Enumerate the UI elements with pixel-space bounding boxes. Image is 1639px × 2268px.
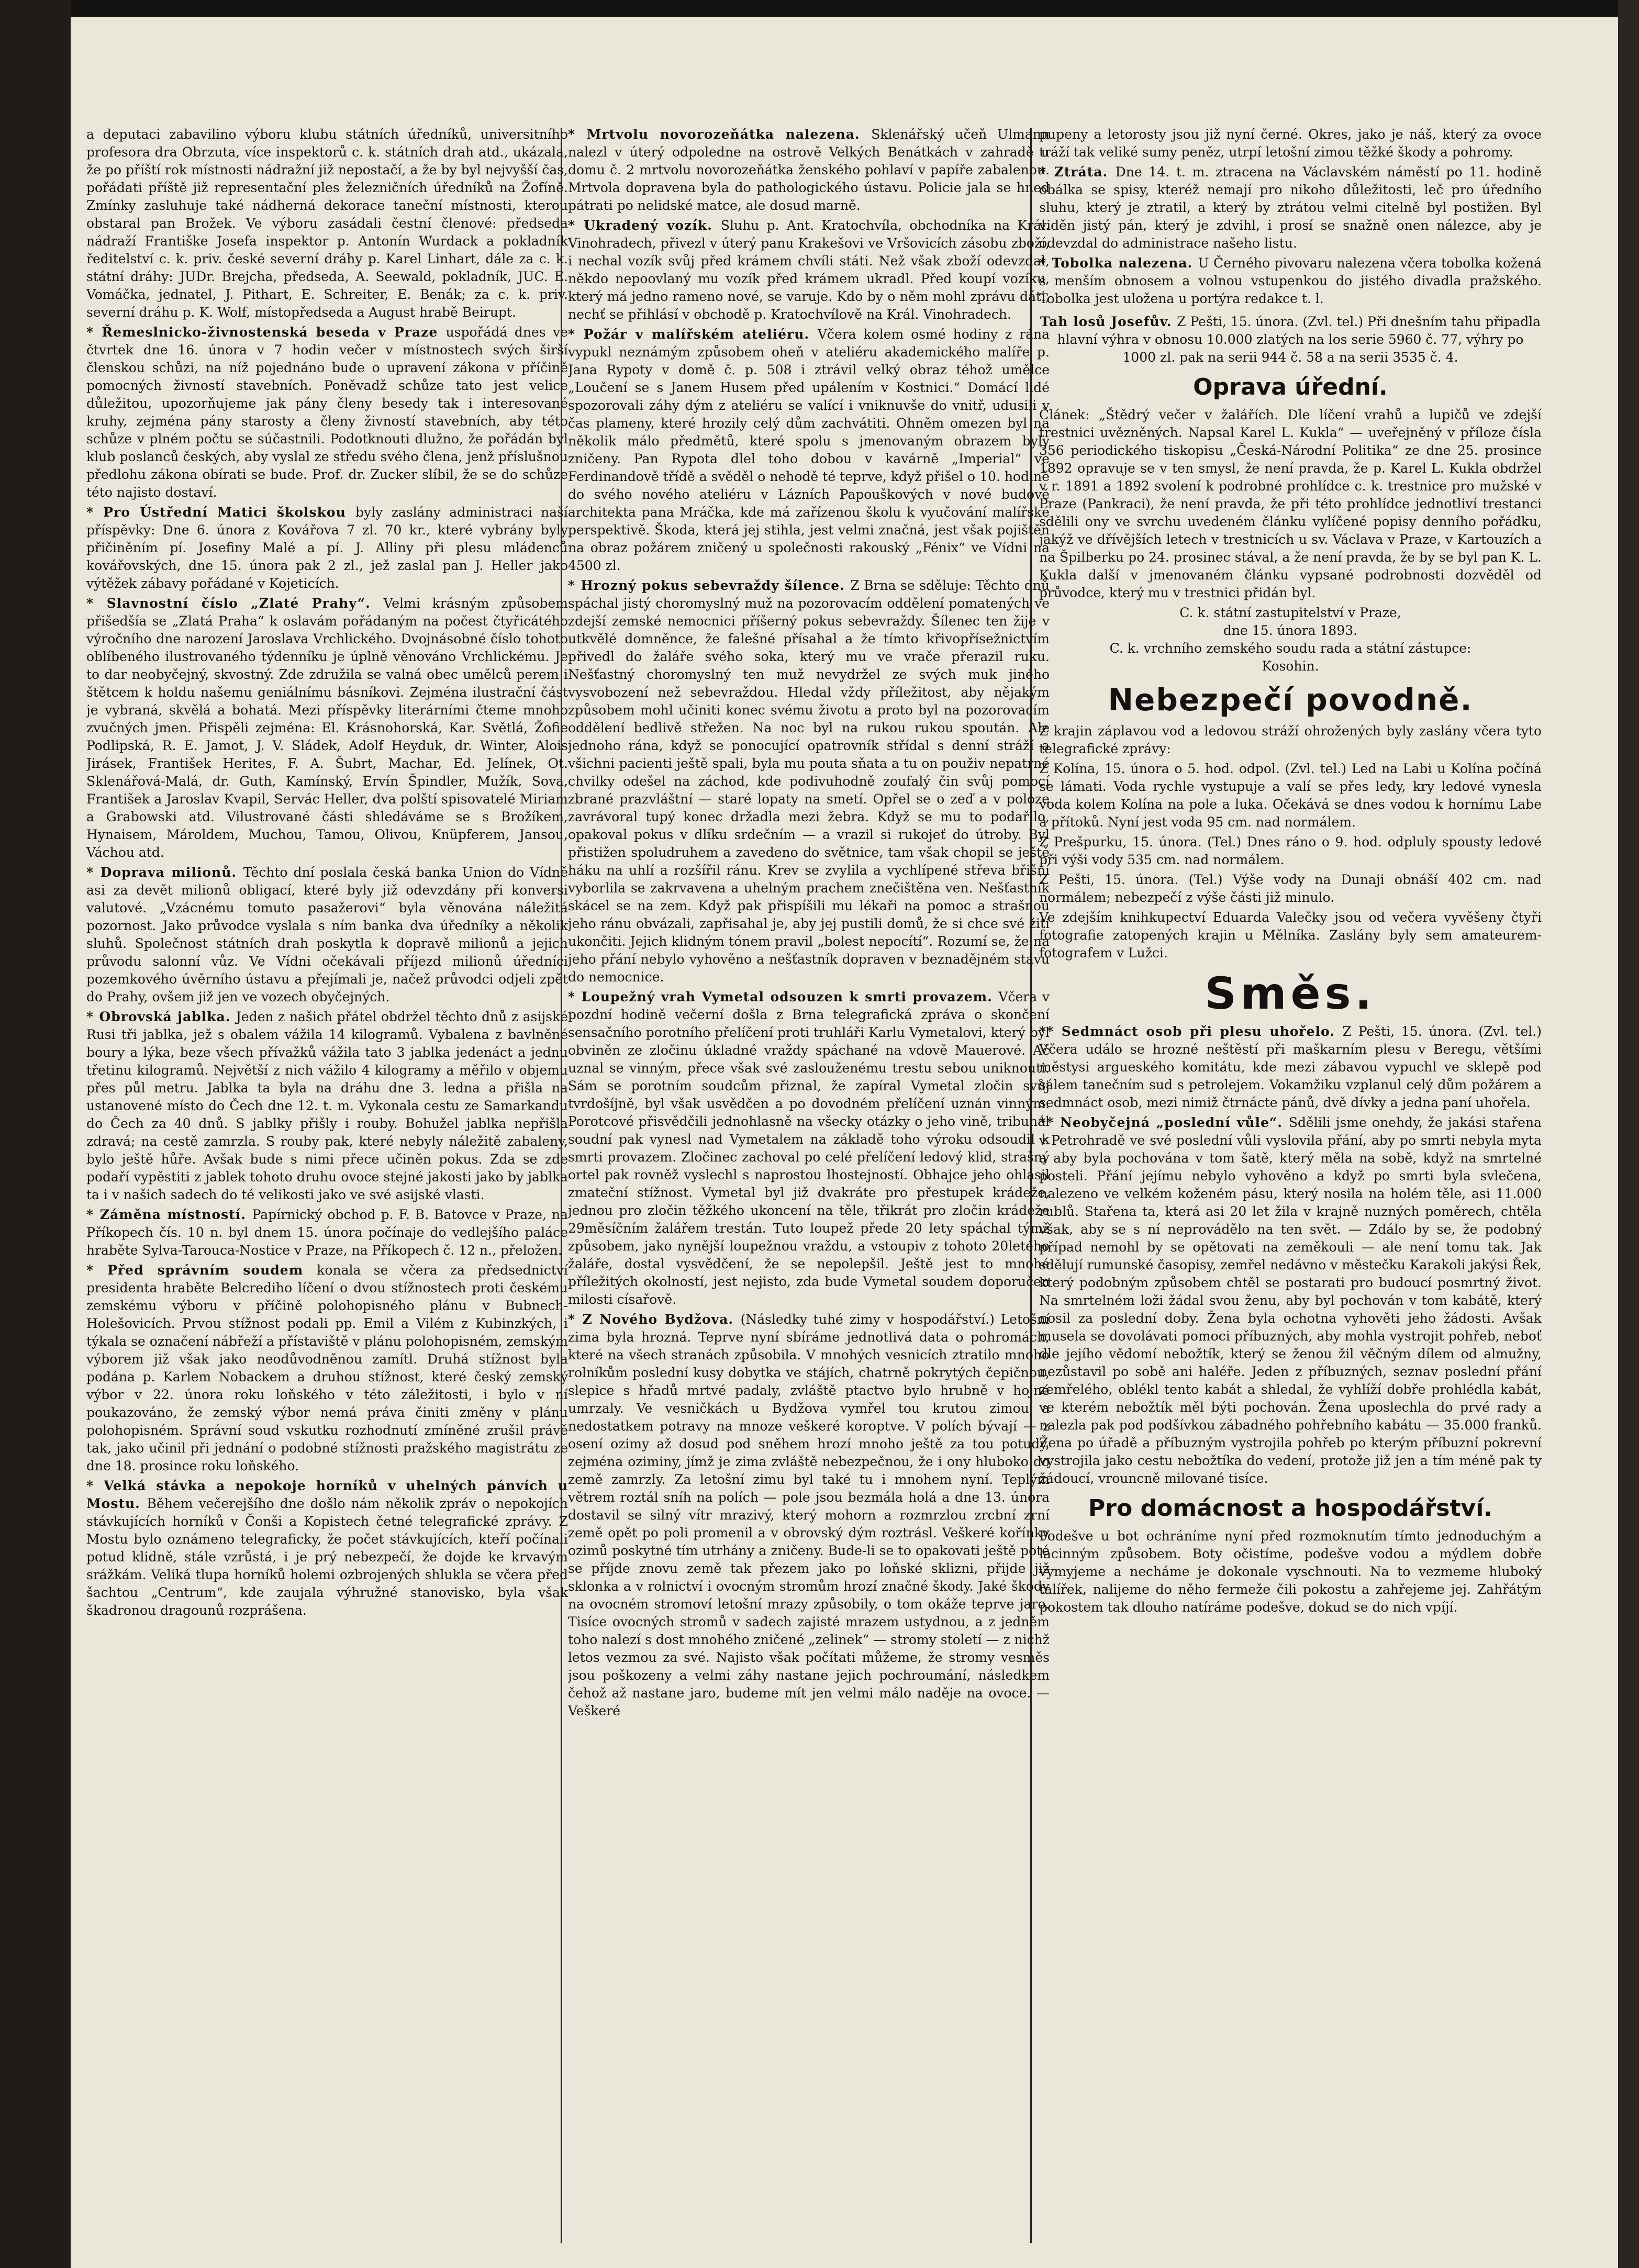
article-headline: * Mrtvolu novorozeňátka nalezena. bbox=[568, 127, 872, 142]
article-headline: * Před správním soudem bbox=[86, 1263, 317, 1278]
article-headline: * Řemeslnicko-živnostenská beseda v Praze bbox=[86, 325, 446, 340]
article-body: Sdělili jsme onehdy, že jakási stařena v Petrohradě ve své poslední vůli vyslovila přání, aby po smrti nebyla myta a aby byla pochována v tom šatě, který měla na sobě, když na smrtelné posteli. Přání jejímu nebylo vyhověno a když po smrti byla svlečena, nalezeno ve velkém koženém pásu, který nosila na holém těle, asi 11.000 rublů. Stařena ta, která asi 20 let žila v krajně nuzných poměrech, chtěla však, aby se s ní neprovádělo na ten svět. — Zdálo by se, že podobný případ nemohl by se opětovati na zeměkouli — ale není tomu tak. Jak sdělují rumunské časopisy, zemřel nedávno v městečku Karakoli jakýsi Řek, který podobným způsobem chtěl se postarati pro budoucí posmrtný život. Na smrtelném loži žádal svou ženu, aby byl pochován v tom kabátě, který nosil za poslední doby. Žena byla ochotna vyhověti jeho žádosti. Avšak musela se dovolávati pomoci příbuzných, aby mohla vystrojit pohřeb, neboť dle jejího vědomí nebožtík, který se ženou žil věčným dílem od almužny, nezůstavil po sobě ani haléře. Jeden z příbuzných, seznav poslední přání zemřelého, oblékl tento kabát a shledal, že vyhlíží dobře prohlédla kabát, ve kterém nebožtík měl býti pochován. Žena uposlechla do prvé rady a nalezla pak pod podšívkou zábadného pohřebního kabátu — 35.000 franků. Žena po úřadě a příbuzným vystrojila pohřeb po kterým příbuzní pokrevní vystrojila jako cestu nebožtíka do vedení, protože již jen a tím méně pak ty žádoucí, vrouncně milované tisíce. bbox=[1039, 1115, 1542, 1486]
article-paragraph bbox=[1039, 833, 1542, 869]
article-body: Z Prešpurku, 15. února. (Tel.) Dnes ráno o 9. hod. odpluly spousty ledové při výši vody 535 cm. nad normálem. bbox=[1039, 834, 1542, 867]
article-paragraph bbox=[1039, 1527, 1542, 1616]
article-paragraph bbox=[1039, 1114, 1542, 1488]
scan-top-edge bbox=[0, 0, 1639, 17]
article-headline: * Slavnostní číslo „Zlaté Prahy“. bbox=[86, 596, 384, 611]
article-body: Podešve u bot ochráníme nyní před rozmoknutím tímto jednoduchým a lacinným způsobem. Boty očistíme, podešve vodou a mýdlem dobře vymyjeme a necháme je dokonale vyschnouti. Na to vezmeme hluboký talířek, nalijeme do něho fermeže čili pokostu a zahřejeme jej. Zahřátým pokostem tak dlouho natíráme podešve, dokud se do nich vpíjí. bbox=[1039, 1528, 1542, 1615]
column-2 bbox=[568, 126, 1050, 2251]
article-body: a deputaci zabavilino výboru klubu státních úředníků, universitního profesora dra Obrzuta, více inspektorů c. k. státních drah atd., ukázala, že po příští rok místnosti nádražní již nepostačí, a že by byl nejvyšší čas, pořádati příště již representační ples železničních úředníků na Žofíně. Zmínky zasluhuje také nádherná dekorace taneční místnosti, kterou obstaral pan Brožek. Ve výboru zasádali čestní členové: předseda nádraží Františke Josefa inspektor p. Antonín Wurdack a pokladník ředitelství c. k. priv. české severní dráhy p. Karel Linhart, dále za c. k. státní dráhy: JUDr. Brejcha, předseda, A. Seewald, pokladník, JUC. E. Vomáčka, jednatel, J. Pithart, E. Schreiter, E. Benák; za c. k. priv. severní dráhu p. K. Wolf, místopředseda a August hrabě Beirupt. bbox=[86, 127, 568, 320]
article-body: Z krajin záplavou vod a ledovou stráží ohrožených byly zaslány včera tyto telegrafické zprávy: bbox=[1039, 723, 1542, 756]
article-body: Těchto dní poslala česká banka Union do Vídně asi za devět milionů obligací, které byly již odevzdány při konversi valutové. „Vzácnému tomuto pasažerovi“ byla věnována náležitá pozornost. Jako průvodce vyslala s ním banka dva úředníky a několik sluhů. Společnost státních drah poskytla k dopravě milionů a jejich průvodu salonní vůz. Ve Vídni očekávali příjezd milionů úředníci pozemkového úvěrního ústavu a přejímali je, načež průvodci odjeli zpět do Prahy, ovšem již jen ve vozech obyčejných. bbox=[86, 865, 568, 1004]
article-body: pupeny a letorosty jsou již nyní černé. Okres, jako je náš, který za ovoce tráží tak veliké sumy peněz, utrpí letošní zimou těžké škody a pohromy. bbox=[1039, 127, 1542, 160]
article-headline: * Loupežný vrah Vymetal odsouzen k smrti provazem. bbox=[568, 989, 999, 1004]
article-body: Z Pešti, 15. února. (Zvl. tel.) Při dnešním tahu připadla hlavní výhra v obnosu 10.000 zlatých na los serie 5960 č. 77, výhry po 1000 zl. pak na serii 944 č. 58 a na serii 3535 č. 4. bbox=[1057, 314, 1541, 365]
article-paragraph bbox=[568, 1311, 1050, 1720]
article-paragraph bbox=[86, 126, 568, 321]
article-body: uspořádá dnes ve čtvrtek dne 16. února v 7 hodin večer v místnostech svých širší členskou schůzi, na níž pojednáno bude o upravení zákona v příčině pomocných živností stavebních. Poněvadž schůze tato jest velice důležitou, upozorňujeme jak pány členy besedy tak i interesované kruhy, zejména pány starosty a členy živností stavebních, aby této schůze v plném počtu se súčastnili. Podotknouti dlužno, že pořádán byl klub poslanců českých, aby vyslal ze středu svého člena, jenž příslušnou předlohu zákona obírati se bude. Prof. dr. Zucker slíbil, že se do schůze této najisto dostaví. bbox=[86, 325, 568, 500]
article-headline: * Tobolka nalezena. bbox=[1039, 255, 1198, 271]
article-paragraph bbox=[86, 595, 568, 862]
article-paragraph bbox=[86, 1008, 568, 1204]
signature-line: dne 15. února 1893. bbox=[1223, 623, 1358, 638]
article-paragraph bbox=[1039, 760, 1542, 831]
article-paragraph bbox=[86, 504, 568, 593]
article-body: Jeden z našich přátel obdržel těchto dnů z asijské Rusi tři jablka, jež s obalem vážila 14 kilogramů. Vybalena z bavlněné boury a lýka, beze všech přívažků vážila tato 3 jablka jedenáct a jednu třetinu kilogramů. Největší z nich vážilo 4 kilogramy a měřilo v objemu přes půl metru. Jablka ta byla na dráhu dne 3. ledna a přišla na ustanovené místo do Čech dne 12. t. m. Vykonala cestu ze Samarkandu do Čech za 40 dnů. S jablky přišly i rouby. Bohužel jablka nepřišla zdravá; na cestě zamrzla. S rouby pak, které nebyly náležitě zabaleny, bylo ještě hůře. Avšak bude s nimi přece učiněn pokus. Zda se zde podaří vypěstiti z jablek tohoto druhu ovoce stejné jakosti jako by jablka ta i v našich sadech do té velikosti jako ve své asijské vlasti. bbox=[86, 1009, 568, 1202]
article-paragraph bbox=[1039, 909, 1542, 962]
article-headline: * Doprava milionů. bbox=[86, 865, 243, 880]
article-body: konala se včera za předsednictví presidenta hraběte Belcrediho líčení o dvou stížnostech proti českému zemskému výboru v příčině polohopisného plánu v Bubnech-Holešovicích. Prvou stížnost podali pp. Emil a Vilém z Kubinzkých, i týkala se označení nábřeží a přístaviště v plánu polohopisném, zemským výborem již však jako neodůvodněnou zamítl. Druhá stížnost byla podána p. Karlem Nobackem a druhou stížnost, které český zemský výbor v 22. února roku loňského v této záležitosti, i bylo v ní poukazováno, že zemský výbor nemá práva činiti změny v plánu polohopisném. Správní soud vskutku rozhodnutí zmíněné zrušil právě tak, jako učinil při jednání o podobné stížnosti pražského magistrátu ze dne 18. prosince roku loňského. bbox=[86, 1263, 568, 1473]
section-heading-nebez: Nebezpečí povodně. bbox=[1108, 682, 1473, 718]
article-headline: * Požár v malířském ateliéru. bbox=[568, 327, 818, 342]
scan-binding-shadow bbox=[0, 0, 71, 2268]
article-body: Z Brna se sděluje: Těchto dnů spáchal jistý choromyslný muž na pozorovacím oddělení pomatených ve zdejší zemské nemocnici příšerný pokus sebevraždy. Šílenec ten žije v utkvělé domněnce, že falešné přísahal a že tímto křivopřísežnictvím přivedl do žaláře svého soka, který mu ve vrače přerazil ruku. Nešťastný choromyslný ten muž nevydržel ze svých muk jiného vysvobození než sebevraždou. Hledal vždy příležitost, aby nějakým způsobem mohl učiniti konec svému životu a proto byl na pozorovacím oddělení bedlivě střežen. Na noc byl na rukou rukou spoután. Ale jednoho rána, když se ponocující opatrovník střídal s denní stráží a všichni pacienti ještě spali, byla mu pouta sňata a tu on použiv nepatrné chvilky odešel na záchod, kde podivuhodně zoufalý čin svůj pomocí zbrané prazvláštní — staré lopaty na smetí. Opřel se o zeď a v poloze zavrávoral tupý konec držadla mezi žebra. Když se mu to podařilo, opakoval pokus v dlíku srdečním — a vrazil si rukojeť do útroby. Byl přistižen spoludruhem a zavedeno do světnice, tam však chopil se ještě háku na uhlí a rozšířil ránu. Krev se zvylila a vychlípené střeva břišní vyborlila se zakrvavena a uhelným prachem znečištěna ven. Nešťastník skácel se na zem. Když pak přispíšili mu lékaři na pomoc a strašnou jeho ránu obvázali, zapřisahal je, aby jej pustili domů, že si chce své žití ukončiti. Jejich klidným tónem pravil „bolest nepocítí“. Rozumí se, že na jeho přání nebylo vyhověno a nešťastník dopraven v beznadějném stavu do nemocnice. bbox=[568, 578, 1050, 985]
article-body: Dne 14. t. m. ztracena na Václavském náměstí po 11. hodině obálka se spisy, kteréž nemají pro nikoho důležitosti, leč pro úředního sluhu, který je ztratil, a který by ztrátou velmi citelně byl postižen. Byl viděn jistý pán, který je zdvihl, i prosí se snažně onen nálezce, aby je odevzdal do administrace našeho listu. bbox=[1039, 164, 1542, 251]
article-paragraph bbox=[86, 864, 568, 1006]
article-body: Včera kolem osmé hodiny z rána vypukl neznámým způsobem oheň v ateliéru akademického malíře p. Jana Rypoty v domě č. p. 508 i ztrávil velký obraz téhož umělce „Loučení se s Janem Husem před upálením v Kostnici.“ Domácí lidé spozorovali záhy dým z ateliéru se valící i vniknuvše do vnitř, udusili v čas plameny, které hrozily celý dům zachvátiti. Ohněm omezen byl na několik málo předmětů, které spolu s jmenovaným obrazem byly zničeny. Pan Rypota dlel toho dobou v kavárně „Imperial“ ve Ferdinandově třídě a svěděl o nehodě té teprve, když přišel o 10. hodině do svého nového ateliéru v Lázních Papouškových v nové budově architekta pana Mráčka, kde má zařízenou školu k vyučování malířské perspektivě. Škoda, která jej stihla, jest velmi značná, jest však pojištěn na obraz požárem zničený u společnosti rakouský „Fénix“ ve Vídni na 4500 zl. bbox=[568, 327, 1050, 573]
article-paragraph bbox=[86, 1261, 568, 1475]
article-paragraph bbox=[86, 323, 568, 501]
article-headline: * Z Nového Bydžova. bbox=[568, 1312, 741, 1327]
signature-line: C. k. vrchního zemského soudu rada a státní zástupce: bbox=[1109, 641, 1471, 656]
article-body: Během večerejšího dne došlo nám několik zpráv o nepokojích stávkujících horníků v Čonši a Kopistech četné telegrafické zprávy. Z Mostu bylo oznámeno telegraficky, že počet stávkujících, kteří počínali potud klidně, stále vzrůstá, i je prý nebezpečí, že dojde ke krvavým srážkám. Veliká tlupa horníků holemi ozbrojených shlukla se včera před šachtou „Centrum“, kde zaujala výhružné stanovisko, byla však škadronou dragounů rozprášena. bbox=[86, 1496, 568, 1618]
article-paragraph bbox=[86, 1477, 568, 1619]
signature-line: C. k. státní zastupitelství v Praze, bbox=[1179, 605, 1401, 620]
article-paragraph bbox=[568, 577, 1050, 986]
article-body: byly zaslány administraci naší příspěvky: Dne 6. února z Kovářova 7 zl. 70 kr., které vybrány byly přičiněním pí. Josefiny Malé a pí. J. Alliny při plesu mládenců kovářovských, dne 15. února pak 2 zl., jež zaslal pan J. Heller jako výtěžek zábavy pořádané v Kojeticích. bbox=[86, 505, 568, 591]
article-paragraph bbox=[1039, 313, 1542, 366]
article-body: Velmi krásným způsobem přišedšía se „Zlatá Praha“ k oslavám pořádaným na počest čtyřicátého výročního dne narození Jaroslava Vrchlického. Dvojnásobné číslo tohoto oblíbeného ilustrovaného týdenníku je úplně věnováno Vrchlickému. Je to dar neobyčejný, skvostný. Zde združila se valná obec umělců perem i štětcem k holdu našemu geniálnímu básníkovi. Zejména ilustrační část je vybraná, skvělá a bohatá. Mezi příspěvky literárními čteme mnoho zvučných jmen. Přispěli zejména: El. Krásnohorská, Kar. Světlá, Žofie Podlipská, R. E. Jamot, J. V. Sládek, Adolf Heyduk, dr. Winter, Alois Jirásek, František Herites, F. A. Šubrt, Machar, Ed. Jelínek, Ot. Sklenářová-Malá, dr. Guth, Kamínský, Ervín Špindler, Mužík, Sova, František a Jaroslav Kvapil, Servác Heller, dva polští spisovatelé Miriam a Grabowski atd. Vilustrované části shledáváme se s Brožíkem, Hynaisem, Mároldem, Muchou, Tamou, Olivou, Knüpferem, Jansou, Váchou atd. bbox=[86, 596, 568, 860]
article-body: Včera v pozdní hodině večerní došla z Brna telegrafická zpráva o skončení sensačního porotního přelíčení proti truhláři Karlu Vymetalovi, který byl obviněn ze zločinu úkladné vraždy spáchané na vdově Mauerové. Ač uznal se vinným, přece však své zaslouženému trestu sebou uniknouti. Sám se porotním soudcům přiznal, že zapíral Vymetal zločin svůj tvrdošíjně, byl však usvědčen a po dovodném přelíčení uznán vinným. Porotcové přisvědčili jednohlasně na všecky otázky o jeho vině, tribunál soudní pak vynesl nad Vymetalem na základě toho výroku odsoudil k smrti provazem. Zločinec zachoval po celé přelíčení ledový klid, strašný ortel pak rovněž vyslechl s naprostou lhostejností. Obhajce jeho ohlásil zmateční stížnost. Vymetal byl již dvakráte pro přestupek krádeže, jednou pro zločin těžkého ukoncení na těle, třikrát pro zločin krádeže 29měsíčním žalářem trestán. Tuto loupež přede 20 lety spáchal týmž způsobem, jako nynější loupežnou vraždu, a vstoupiv z tohoto 20letého žaláře, dostal vysvědčení, že se nepolepšil. Ještě jest to mnohé příležitých okolností, jest nejisto, zda bude Vymetal soudem doporučen milosti císařově. bbox=[568, 989, 1050, 1307]
column-3 bbox=[1039, 126, 1542, 2251]
scan-right-edge bbox=[1618, 0, 1639, 2268]
article-body: Sluhu p. Ant. Kratochvíla, obchodníka na Král. Vinohradech, přivezl v úterý panu Krakešovi ve Vršovicích zásobu zboží, i nechal vozík svůj před krámem chvíli státi. Než však zboží odevzdal, někdo nepoovlaný mu vozík před krámem ukradl. Před koupí vozíku, který má jedno rameno nové, se varuje. Kdo by o něm mohl zprávu dáti, nechť se přihlásí v obchodě p. Kratochvílově na Král. Vinohradech. bbox=[568, 218, 1050, 322]
column-1 bbox=[86, 126, 568, 2251]
article-body: Ve zdejším knihkupectví Eduarda Valečky jsou od večera vyvěšeny čtyři fotografie zatopených krajin u Mělníka. Zaslány byly sem amateurem-fotografem v Lužci. bbox=[1039, 910, 1542, 960]
article-paragraph bbox=[568, 326, 1050, 575]
article-paragraph bbox=[1039, 126, 1542, 161]
article-headline: Tah losů Josefův. bbox=[1040, 314, 1177, 329]
article-body: Článek: „Štědrý večer v žalářích. Dle líčení vrahů a lupičů ve zdejší trestnici uvězněných. Napsal Karel L. Kukla“ — uveřejněný v příloze čísla 356 periodického tiskopisu „Česká-Národní Politika“ ze dne 25. prosince 1892 opravuje se v ten smysl, že není pravda, že p. Karel L. Kukla obdržel v r. 1891 a 1892 svolení k podrobné prohlídce c. k. trestnice pro mužské v Praze (Pankraci), že není pravda, že při této prohlídce jednotliví trestanci sdělili ony ve svrchu uvedeném článku vylíčené popisy denního pořádku, jakýž ve dřívějších letech v trestnicích u sv. Václava v Praze, v Kartouzích a na Špilberku po 24. prosinec stával, a že není pravda, že by se byl pan K. L. Kukla další v jmenovaném článku vypsané podrobnosti dozvěděl od průvodce, který mu v trestnici přidán byl. bbox=[1039, 407, 1542, 600]
article-body: Papírnický obchod p. F. B. Batovce v Praze, na Příkopech čís. 10 n. byl dnem 15. února počínaje do vedlejšího paláce hraběte Sylva-Tarouca-Nostice v Praze, na Příkopech č. 12 n., přeložen. bbox=[86, 1207, 568, 1258]
article-paragraph bbox=[1039, 722, 1542, 758]
article-headline: ** Sedmnáct osob při plesu uhořelo. bbox=[1039, 1024, 1343, 1039]
section-heading-pro: Pro domácnost a hospodářství. bbox=[1088, 1495, 1492, 1522]
article-paragraph bbox=[1039, 163, 1542, 252]
article-paragraph bbox=[1039, 406, 1542, 602]
article-headline: ** Neobyčejná „poslední vůle“. bbox=[1039, 1115, 1289, 1130]
article-headline: * Velká stávka a nepokoje horníků v uhelných pánvích u Mostu. bbox=[86, 1478, 568, 1511]
article-paragraph bbox=[568, 126, 1050, 215]
article-headline: * Ztráta. bbox=[1039, 164, 1116, 180]
article-paragraph bbox=[568, 217, 1050, 323]
article-body: Z Pešti, 15. února. (Zvl. tel.) Včera událo se hrozné neštěstí při maškarním plesu v Beregu, většími městysi argueského komitátu, kde mezi zábavou vypuchl ve sklepě pod sálem tanečním sud s petrolejem. Vokamžiku vzplanul celý dům požárem a sedmnáct osob, mezi nimiž čtrnácte pánů, dvě dívky a jedna paní uhořela. bbox=[1039, 1024, 1542, 1110]
article-paragraph bbox=[86, 1206, 568, 1259]
article-paragraph bbox=[1039, 254, 1542, 308]
article-body: Sklenářský učeň Ulmann nalezl v úterý odpoledne na ostrově Velkých Benátkách v zahradě u domu č. 2 mrtvolu novorozeňátka ženského pohlaví v papíře zabalenou. Mrtvola dopravena byla do pathologického ústavu. Policie jala se hned pátrati po nelidské matce, ale dosud marně. bbox=[568, 127, 1050, 213]
article-paragraph bbox=[1039, 871, 1542, 907]
article-headline: * Ukradený vozík. bbox=[568, 218, 721, 233]
article-headline: * Obrovská jablka. bbox=[86, 1009, 236, 1024]
article-headline: * Pro Ústřední Matici školskou bbox=[86, 505, 356, 520]
article-body: U Černého pivovaru nalezena včera tobolka kožená s menším obnosem a volnou vstupenkou do jistého divadla pražského. Tobolka jest uložena u portýra redakce t. l. bbox=[1039, 255, 1542, 306]
article-body: Z Kolína, 15. února o 5. hod. odpol. (Zvl. tel.) Led na Labi u Kolína počíná se lámati. Voda rychle vystupuje a valí se přes ledy, kry ledové vynesla voda kolem Kolína na pole a luka. Očekává se dnes vodou k hornímu Labe a přítoků. Nyní jest voda 95 cm. nad normálem. bbox=[1039, 761, 1542, 830]
article-headline: * Záměna místností. bbox=[86, 1207, 252, 1222]
section-heading-smes: Směs. bbox=[1205, 968, 1376, 1019]
article-headline: * Hrozný pokus sebevraždy šílence. bbox=[568, 578, 851, 593]
section-heading-oprava: Oprava úřední. bbox=[1193, 374, 1388, 400]
article-paragraph bbox=[1039, 1023, 1542, 1112]
signature-line: Kosohin. bbox=[1262, 658, 1319, 674]
article-paragraph bbox=[568, 988, 1050, 1309]
article-body: Z Pešti, 15. února. (Tel.) Výše vody na Dunaji obnáší 402 cm. nad normálem; nebezpečí z výše části již minulo. bbox=[1039, 872, 1542, 905]
article-body: (Následky tuhé zimy v hospodářství.) Letošní zima byla hrozná. Teprve nyní sbíráme jednotlivá data o pohromách, které na všech stranách způsobila. V mnohých vesnicích ztratilo mnoho rolníkům poslední kusy dobytka ve stájích, chatrně pokrytých čepičnou, slepice s hřadů mrtvé padaly, zvláště ptactvo bylo hrubně v hojné umrzaly. Ve vesničkách u Bydžova vymřel tou krutou zimou a nedostatkem potravy na mnoze veškeré koroptve. V polích bývají — z osení ozimy až dosud pod sněhem hrozí mnoho ještě za tou potudy, zejména oziminy, jímž je zima zvláště nebezpečnou, že i ony hluboko do země zamrzly. Za letošní zimu byl také tu i mnohem nyní. Teplým větrem roztál sníh na polích — pole jsou bezmála holá a dne 13. února dostavil se silný vítr mrazivý, který mohorn a rozmrzlou zrcbní zrní země opět po poli promenil a v obrovský dým roztrásl. Veškeré kořínky ozimů poskytné tím utrhány a zničeny. Bude-li se to opakovati ještě poté se příjde znovu země tak přezem jako po loňské sklizni, přijde již sklonka a v rolnictví i ovocným stromům hrozí značné škody. Jaké škody na ovocném stromoví letošní mrazy způsobily, o tom okáže teprve jaro. Tisíce ovocných stromů v sadech zajisté mrazem ustydnou, a z jedněm toho nalezí s dost mnohého zničené „zelinek“ — stromy století — z nichž letos vezmou za své. Najisto však počítati můžeme, že stromy vesměs jsou poškozeny a velmi záhy nastane jejich pochroumání, následkem čehož až nastane jaro, budeme mít jen velmi málo naděje na ovoce. — Veškeré bbox=[568, 1312, 1050, 1718]
